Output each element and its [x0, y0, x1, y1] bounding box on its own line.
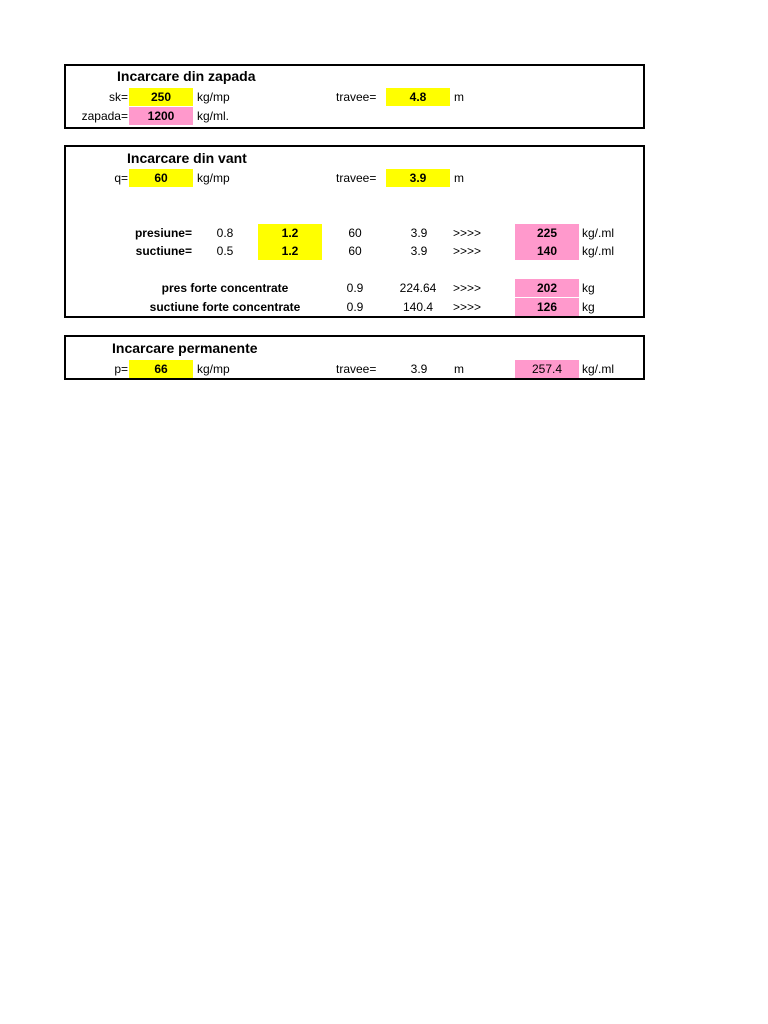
pres-forte-arrow: >>>>: [453, 281, 482, 295]
presiune-unit: kg/.ml: [582, 226, 615, 240]
p-value-cell[interactable]: 66: [129, 360, 193, 378]
permanent-result-cell[interactable]: 257.4: [515, 360, 579, 378]
presiune-travee: 3.9: [410, 226, 428, 240]
presiune-coef: 0.8: [216, 226, 234, 240]
wind-travee-value-cell[interactable]: 3.9: [386, 169, 450, 187]
q-value-cell[interactable]: 60: [129, 169, 193, 187]
suctiune-forte-value: 140.4: [402, 300, 434, 314]
pres-forte-label: pres forte concentrate: [161, 281, 289, 295]
suctiune-unit: kg/.ml: [582, 244, 615, 258]
suctiune-travee: 3.9: [410, 244, 428, 258]
pres-forte-unit: kg: [582, 281, 595, 295]
pres-forte-value: 224.64: [399, 281, 437, 295]
zapada-label: zapada=: [81, 109, 128, 123]
wind-title: Incarcare din vant: [127, 150, 247, 166]
sk-value-cell[interactable]: 250: [129, 88, 193, 106]
suctiune-label: suctiune=: [135, 244, 192, 258]
suctiune-result-cell[interactable]: 140: [515, 242, 579, 260]
permanent-travee-unit: m: [454, 362, 464, 376]
snow-title: Incarcare din zapada: [117, 68, 256, 84]
p-label: p=: [114, 362, 128, 376]
q-unit: kg/mp: [197, 171, 230, 185]
sk-label: sk=: [108, 90, 128, 104]
suctiune-factor-cell[interactable]: 1.2: [258, 242, 322, 260]
suctiune-forte-coef: 0.9: [346, 300, 364, 314]
presiune-factor-cell[interactable]: 1.2: [258, 224, 322, 242]
suctiune-forte-arrow: >>>>: [453, 300, 482, 314]
suctiune-forte-unit: kg: [582, 300, 595, 314]
snow-travee-unit: m: [454, 90, 464, 104]
pres-forte-result-cell[interactable]: 202: [515, 279, 579, 297]
wind-travee-unit: m: [454, 171, 464, 185]
suctiune-forte-result-cell[interactable]: 126: [515, 298, 579, 316]
zapada-unit: kg/ml.: [197, 109, 230, 123]
wind-travee-label: travee=: [336, 171, 377, 185]
sk-unit: kg/mp: [197, 90, 230, 104]
suctiune-forte-label: suctiune forte concentrate: [149, 300, 301, 314]
suctiune-arrow: >>>>: [453, 244, 482, 258]
permanent-title: Incarcare permanente: [112, 340, 258, 356]
permanent-travee-label: travee=: [336, 362, 377, 376]
presiune-label: presiune=: [134, 226, 192, 240]
permanent-travee-value: 3.9: [410, 362, 428, 376]
zapada-value-cell[interactable]: 1200: [129, 107, 193, 125]
snow-travee-label: travee=: [336, 90, 377, 104]
pres-forte-coef: 0.9: [346, 281, 364, 295]
suctiune-coef: 0.5: [216, 244, 234, 258]
snow-travee-value-cell[interactable]: 4.8: [386, 88, 450, 106]
presiune-arrow: >>>>: [453, 226, 482, 240]
p-unit: kg/mp: [197, 362, 230, 376]
suctiune-q: 60: [348, 244, 362, 258]
presiune-result-cell[interactable]: 225: [515, 224, 579, 242]
permanent-result-unit: kg/.ml: [582, 362, 615, 376]
presiune-q: 60: [348, 226, 362, 240]
q-label: q=: [114, 171, 128, 185]
